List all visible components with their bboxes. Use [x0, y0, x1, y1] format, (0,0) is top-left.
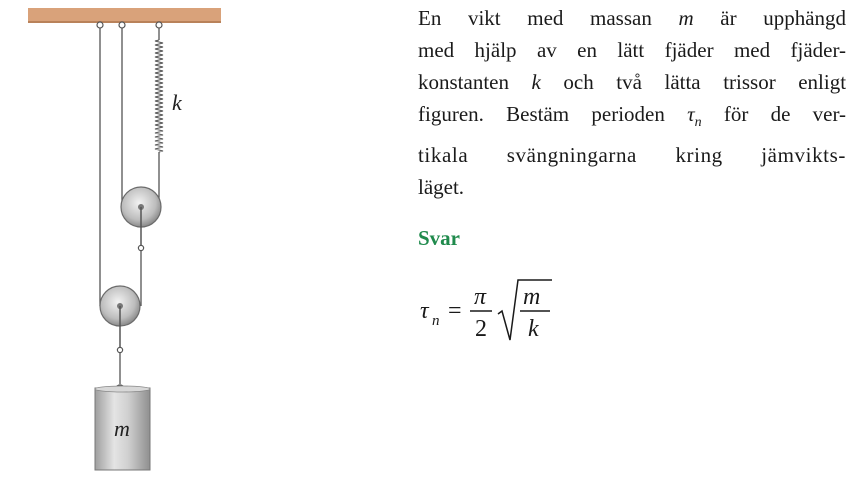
formula-equals: =	[448, 298, 462, 324]
answer-formula	[418, 270, 618, 350]
problem-line-2: med hjälp av en lätt fjäder med fjäder-	[418, 38, 847, 62]
mechanical-system-figure	[0, 0, 400, 500]
formula-radical-denominator: k	[528, 316, 539, 342]
problem-line-5: tikala svängningarna kring jämvikts-	[418, 143, 846, 168]
formula-lhs-symbol: τ	[420, 298, 429, 324]
upper-pulley-joint	[138, 245, 143, 250]
answer-heading: Svar	[418, 226, 460, 250]
mass-top	[95, 386, 150, 392]
anchor-right	[156, 22, 162, 28]
problem-statement	[418, 2, 846, 203]
problem-line-3: konstanten k och två lätta trissor enligt	[418, 70, 847, 94]
anchor-left	[97, 22, 103, 28]
formula-lhs-subscript: n	[432, 313, 440, 329]
formula-radical-numerator: m	[523, 284, 541, 310]
lower-pulley-joint	[117, 347, 122, 352]
mass-label: m	[114, 416, 130, 441]
problem-line-4: figuren. Bestäm perioden $\tau_n$ för de ver-	[418, 102, 847, 131]
spring	[155, 40, 163, 152]
problem-line-1: En vikt med massan m är upphängd	[418, 6, 847, 30]
formula-denominator: 2	[475, 316, 487, 342]
spring-label: k	[172, 90, 182, 115]
formula-numerator: π	[474, 284, 487, 310]
problem-line-6: läget.	[418, 175, 465, 200]
ceiling	[28, 8, 221, 22]
anchor-middle	[119, 22, 125, 28]
